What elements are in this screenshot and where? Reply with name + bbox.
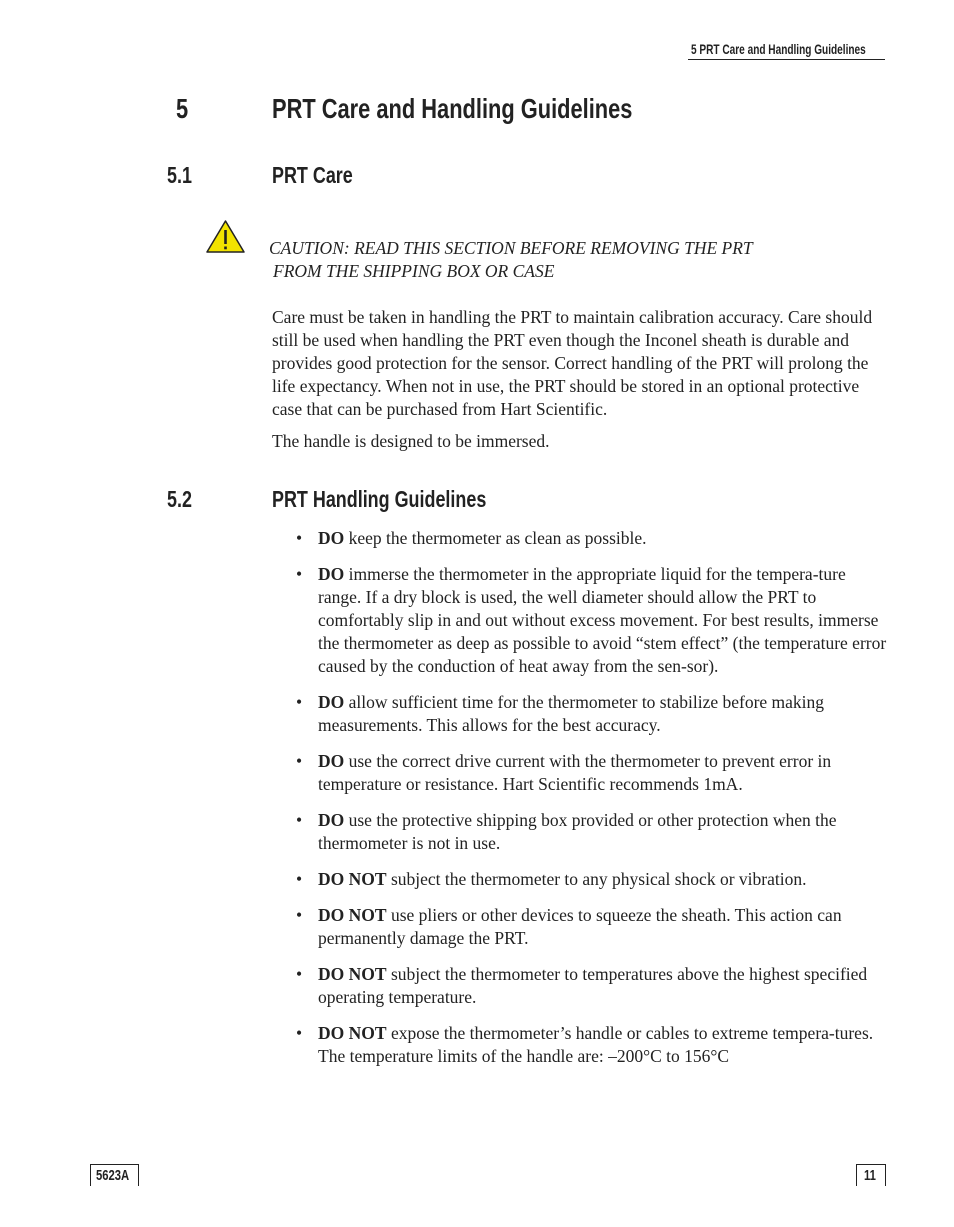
subsection-title-handling: PRT Handling Guidelines — [272, 486, 487, 512]
subsection-number-care: 5.1 — [167, 162, 192, 188]
item-keyword: DO — [318, 751, 345, 771]
bullet-icon: • — [296, 692, 303, 712]
guidelines-list — [272, 527, 887, 1081]
list-item — [272, 691, 887, 737]
item-keyword: DO NOT — [318, 964, 387, 984]
list-item — [272, 750, 887, 796]
item-keyword: DO NOT — [318, 869, 387, 889]
item-keyword: DO — [318, 810, 345, 830]
footer-page-box — [856, 1164, 886, 1186]
list-item — [272, 963, 887, 1009]
item-keyword: DO NOT — [318, 1023, 387, 1043]
list-item — [272, 563, 887, 678]
item-text: expose the thermometer’s handle or cables to extreme tempera-tures. The temperature limits of the handle are: –200°C to 156°C — [318, 1023, 874, 1066]
list-item — [272, 1022, 887, 1068]
care-paragraph: Care must be taken in handling the PRT to maintain calibration accuracy. Care should still be used when handling the PRT even though the Inconel sheath is durable and provides good protection for the sensor. Correct handling of the PRT will prolong the life expectancy. When not in use, the PRT should be stored in an optional protective case that can be purchased from Hart Scientific. — [272, 307, 873, 419]
bullet-icon: • — [296, 751, 303, 771]
bullet-icon: • — [296, 1023, 303, 1043]
running-head — [688, 40, 885, 60]
item-keyword: DO — [318, 528, 345, 548]
bullet-icon: • — [296, 905, 303, 925]
item-keyword: DO NOT — [318, 905, 387, 925]
list-item — [272, 868, 887, 891]
footer-model-box — [90, 1164, 139, 1186]
item-text: subject the thermometer to temperatures above the highest specified operating temperature. — [318, 964, 868, 1007]
bullet-icon: • — [296, 528, 303, 548]
subsection-title-care: PRT Care — [272, 162, 353, 188]
footer-model: 5623A — [96, 1167, 130, 1184]
caution-notice — [269, 237, 829, 283]
warning-triangle-icon — [205, 219, 246, 254]
item-text: immerse the thermometer in the appropriate liquid for the tempera-ture range. If a dry block is used, the well diameter should allow the PRT to comfortably slip in and out without excess movement. For best results, immerse the thermometer as deep as possible to avoid “stem effect” (the temperature error caused by the conduction of heat away from the sen-sor). — [318, 564, 887, 676]
handle-note: The handle is designed to be immersed. — [272, 431, 550, 451]
subsection-number-handling: 5.2 — [167, 486, 192, 512]
running-head-text: 5 PRT Care and Handling Guidelines — [691, 41, 866, 57]
section-title: PRT Care and Handling Guidelines — [272, 93, 633, 124]
section-number: 5 — [176, 93, 189, 124]
item-text: keep the thermometer as clean as possible. — [344, 528, 647, 548]
list-item — [272, 809, 887, 855]
item-text: allow sufficient time for the thermometer to stabilize before making measurements. This allows for the best accuracy. — [318, 692, 825, 735]
item-keyword: DO — [318, 564, 345, 584]
bullet-icon: • — [296, 564, 303, 584]
caution-line-2: FROM THE SHIPPING BOX OR CASE — [273, 261, 555, 281]
page-number: 11 — [864, 1167, 876, 1184]
bullet-icon: • — [296, 869, 303, 889]
bullet-icon: • — [296, 964, 303, 984]
item-text: subject the thermometer to any physical shock or vibration. — [386, 869, 807, 889]
caution-line-1: CAUTION: READ THIS SECTION BEFORE REMOVING THE PRT — [269, 238, 753, 258]
bullet-icon: • — [296, 810, 303, 830]
item-text: use pliers or other devices to squeeze the sheath. This action can permanently damage the PRT. — [318, 905, 842, 948]
list-item — [272, 527, 887, 550]
list-item — [272, 904, 887, 950]
item-text: use the protective shipping box provided or other protection when the thermometer is not in use. — [318, 810, 837, 853]
item-text: use the correct drive current with the thermometer to prevent error in temperature or resistance. Hart Scientific recommends 1mA. — [318, 751, 832, 794]
item-keyword: DO — [318, 692, 345, 712]
